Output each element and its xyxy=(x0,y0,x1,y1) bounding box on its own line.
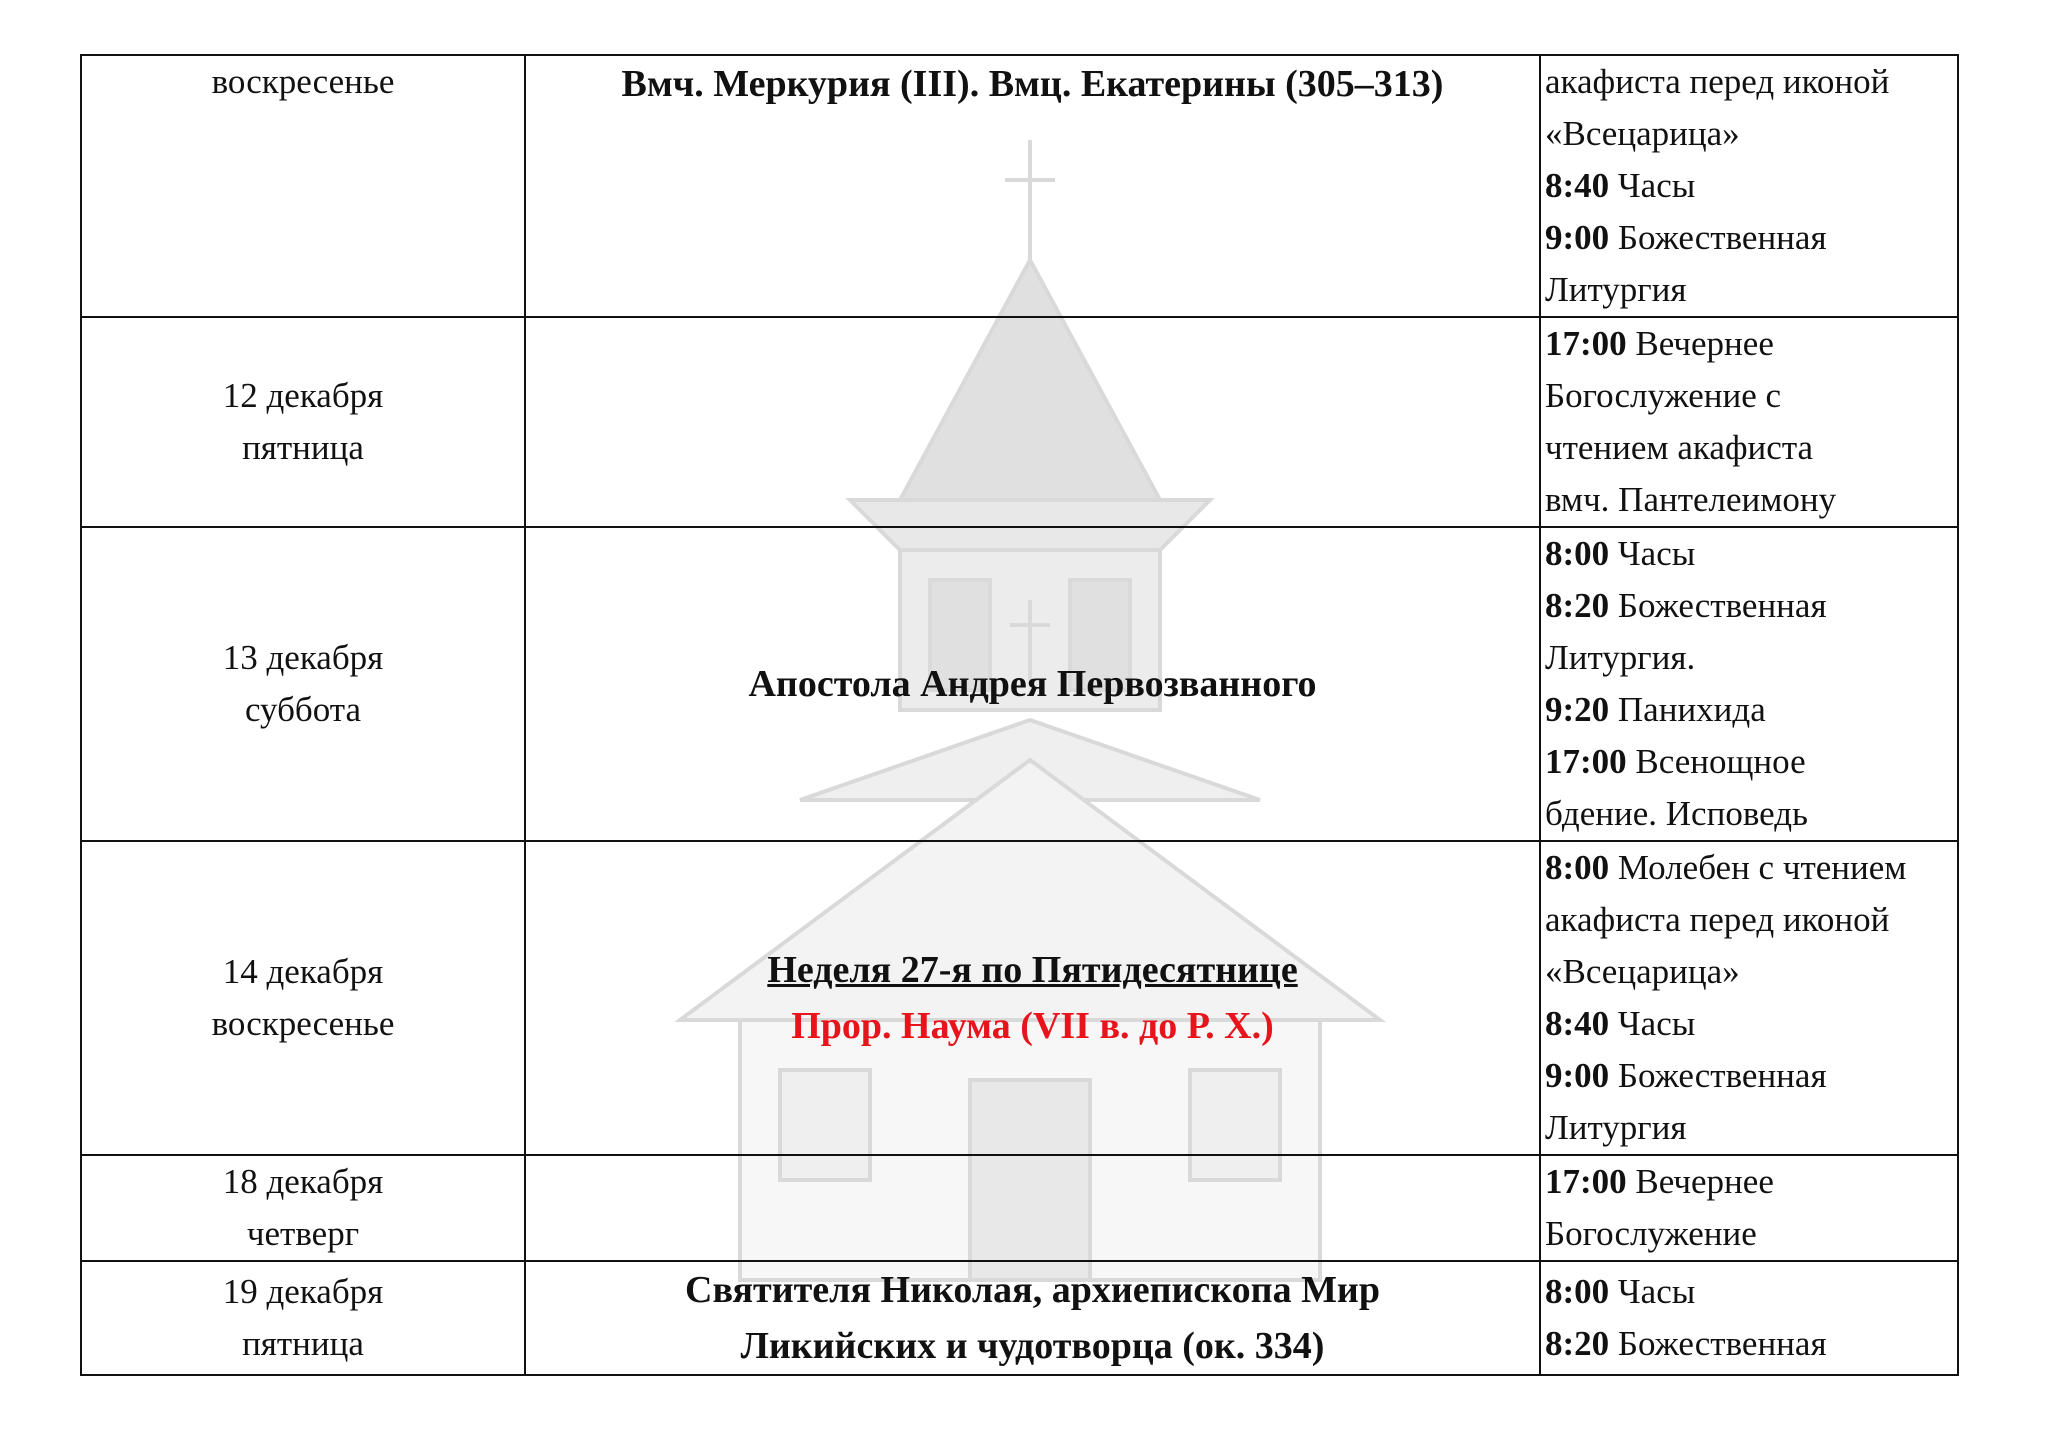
service-time: 8:40 xyxy=(1545,166,1610,205)
service-line: 9:00 Божественная xyxy=(1545,1056,1827,1095)
table-row xyxy=(81,1261,1958,1375)
service-line: Богослужение с xyxy=(1545,376,1782,415)
service-time: 8:40 xyxy=(1545,1004,1610,1043)
service-line: Литургия. xyxy=(1545,638,1696,677)
service-time: 17:00 xyxy=(1545,324,1627,363)
service-line: 9:20 Панихида xyxy=(1545,690,1766,729)
service-line: «Всецарица» xyxy=(1545,952,1740,991)
service-line: Богослужение xyxy=(1545,1214,1757,1253)
service-line: 8:40 Часы xyxy=(1545,1004,1696,1043)
service-time: 9:20 xyxy=(1545,690,1610,729)
feast-title: Вмч. Меркурия (III). Вмц. Екатерины (305–313) xyxy=(621,63,1444,105)
date: 19 декабря xyxy=(222,1272,384,1311)
service-line: 17:00 Вечернее xyxy=(1545,1162,1774,1201)
service-line: «Всецарица» xyxy=(1545,114,1740,153)
date: 14 декабря xyxy=(222,952,384,991)
feast-cell xyxy=(525,841,1540,1155)
service-schedule-table xyxy=(80,54,1959,1376)
service-time: 9:00 xyxy=(1545,1056,1610,1095)
service-time: 8:00 xyxy=(1545,848,1610,887)
table-row xyxy=(81,1155,1958,1261)
feast-cell xyxy=(525,1155,1540,1261)
service-time: 8:00 xyxy=(1545,534,1610,573)
services-cell xyxy=(1540,527,1958,841)
table-row xyxy=(81,527,1958,841)
service-time: 17:00 xyxy=(1545,1162,1627,1201)
feast-title: Апостола Андрея Первозванного xyxy=(748,663,1317,705)
service-line: 8:40 Часы xyxy=(1545,166,1696,205)
service-line: бдение. Исповедь xyxy=(1545,794,1808,833)
service-line: Литургия xyxy=(1545,1108,1687,1147)
service-line: акафиста перед иконой xyxy=(1545,900,1890,939)
feast-subtitle: Прор. Наума (VII в. до Р. Х.) xyxy=(791,1005,1274,1047)
table-row xyxy=(81,841,1958,1155)
date-cell xyxy=(81,1155,525,1261)
date: 12 декабря xyxy=(222,376,384,415)
date-cell xyxy=(81,317,525,527)
services-cell xyxy=(1540,1261,1958,1375)
service-time: 17:00 xyxy=(1545,742,1627,781)
service-line: вмч. Пантелеимону xyxy=(1545,480,1837,519)
date-cell xyxy=(81,527,525,841)
service-time: 8:20 xyxy=(1545,1324,1610,1363)
date: 18 декабря xyxy=(222,1162,384,1201)
service-line: 8:00 Часы xyxy=(1545,534,1696,573)
table-row xyxy=(81,317,1958,527)
service-line: 17:00 Всенощное xyxy=(1545,742,1806,781)
service-line: 9:00 Божественная xyxy=(1545,218,1827,257)
service-time: 8:20 xyxy=(1545,586,1610,625)
service-line: 8:20 Божественная xyxy=(1545,586,1827,625)
service-line: 8:00 Часы xyxy=(1545,1272,1696,1311)
service-line: 8:00 Молебен с чтением xyxy=(1545,848,1907,887)
service-time: 8:00 xyxy=(1545,1272,1610,1311)
weekday: воскресенье xyxy=(211,1004,395,1043)
feast-title: Святителя Николая, архиепископа Мир xyxy=(685,1269,1380,1311)
services-cell xyxy=(1540,1155,1958,1261)
feast-title: Ликийских и чудотворца (ок. 334) xyxy=(740,1325,1325,1367)
date-cell xyxy=(81,1261,525,1375)
service-line: 8:20 Божественная xyxy=(1545,1324,1827,1363)
service-line: 17:00 Вечернее xyxy=(1545,324,1774,363)
table-row xyxy=(81,55,1958,317)
services-cell xyxy=(1540,841,1958,1155)
feast-cell xyxy=(525,527,1540,841)
weekday: пятница xyxy=(242,428,364,467)
service-line: акафиста перед иконой xyxy=(1545,62,1890,101)
date: 13 декабря xyxy=(222,638,384,677)
services-cell xyxy=(1540,55,1958,317)
weekday: суббота xyxy=(244,690,362,729)
weekday: воскресенье xyxy=(211,62,395,101)
date-cell xyxy=(81,841,525,1155)
date-cell xyxy=(81,55,525,317)
weekday: четверг xyxy=(246,1214,360,1253)
service-time: 9:00 xyxy=(1545,218,1610,257)
services-cell xyxy=(1540,317,1958,527)
feast-cell xyxy=(525,55,1540,317)
weekday: пятница xyxy=(242,1324,364,1363)
service-line: чтением акафиста xyxy=(1545,428,1814,467)
feast-title: Неделя 27-я по Пятидесятнице xyxy=(767,949,1298,991)
feast-cell xyxy=(525,1261,1540,1375)
service-line: Литургия xyxy=(1545,270,1687,309)
feast-cell xyxy=(525,317,1540,527)
